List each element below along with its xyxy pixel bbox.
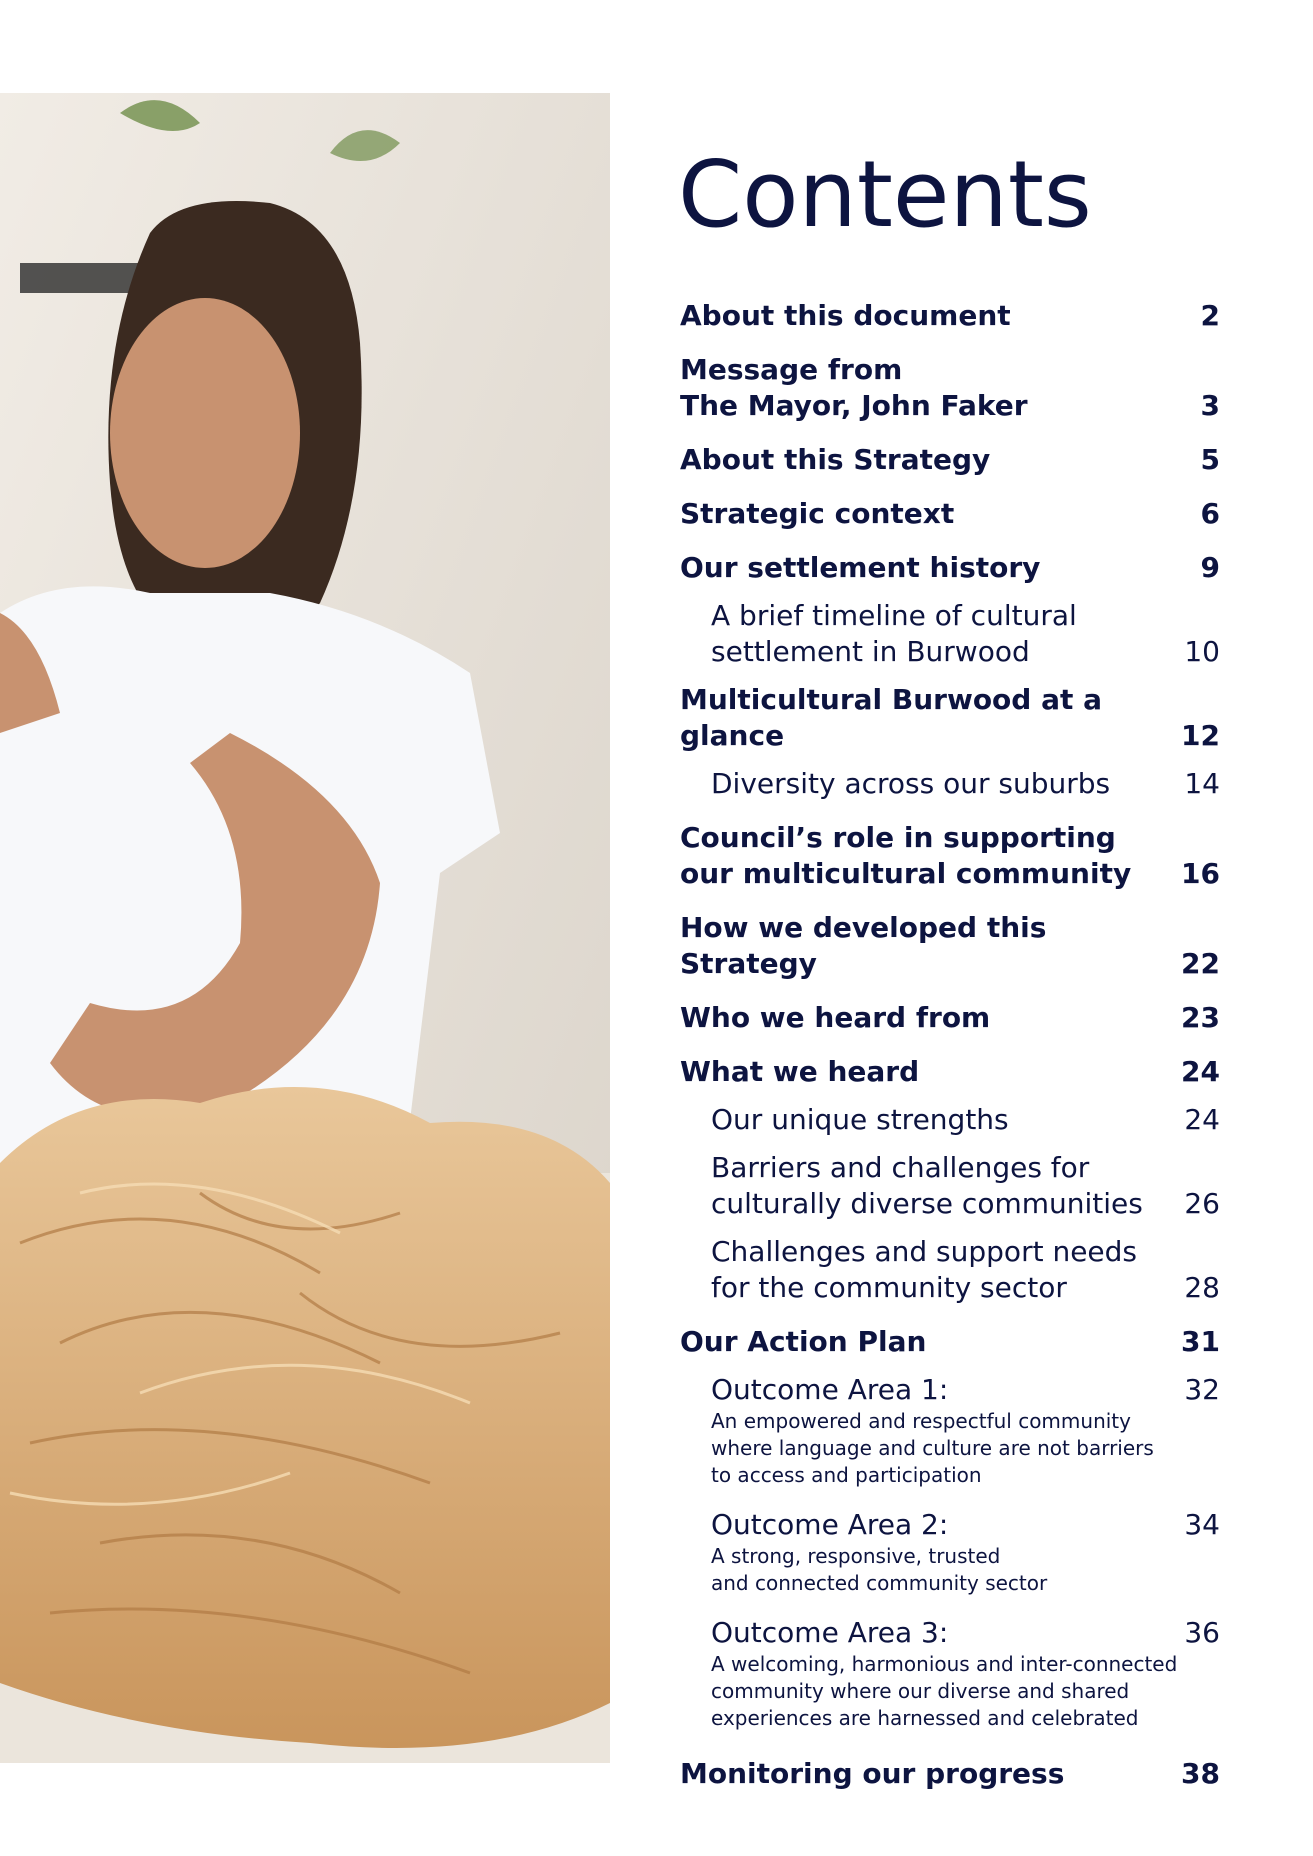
toc-page-number: 10 (1184, 635, 1220, 668)
toc-subentry-diversity[interactable] (680, 766, 1220, 802)
outcome-description-line: and connected community sector (711, 1571, 1048, 1595)
toc-page-number: 22 (1181, 947, 1220, 980)
toc-entry-monitoring[interactable] (680, 1756, 1220, 1792)
toc-entry-title: What we heard (680, 1055, 920, 1088)
toc-subentry-timeline[interactable] (680, 598, 1220, 670)
outcome-description-line: community where our diverse and shared (711, 1679, 1130, 1703)
toc-entry-what-heard[interactable] (680, 1054, 1220, 1090)
toc-subentry-title-line2: culturally diverse communities (711, 1187, 1143, 1220)
toc-entry-action-plan[interactable] (680, 1324, 1220, 1360)
toc-page-number: 28 (1184, 1271, 1220, 1304)
toc-subentry-title: Challenges and support needs (711, 1235, 1138, 1268)
toc-subentry-strengths[interactable] (680, 1102, 1220, 1138)
outcome-description-line: A welcoming, harmonious and inter-connected (711, 1652, 1178, 1676)
toc-subentry-title-line2: settlement in Burwood (711, 635, 1030, 668)
toc-entry-title: About this document (680, 299, 1011, 332)
toc-subentry-title-line2: for the community sector (711, 1271, 1067, 1304)
toc-subentry-outcome-1[interactable] (680, 1372, 1220, 1489)
outcome-description (711, 1543, 1181, 1597)
toc-entry-title: Our settlement history (680, 551, 1041, 584)
toc-page-number: 36 (1184, 1616, 1220, 1649)
toc-subentry-outcome-2[interactable] (680, 1507, 1220, 1597)
toc-entry-title: Who we heard from (680, 1001, 991, 1034)
toc-page-number: 31 (1181, 1325, 1220, 1358)
toc-entry-title: Strategic context (680, 497, 955, 530)
toc-subentry-title: Barriers and challenges for (711, 1151, 1090, 1184)
toc-subentry-support-needs[interactable] (680, 1234, 1220, 1306)
toc-subentry-title: Diversity across our suburbs (711, 767, 1111, 800)
toc-entry-title: How we developed this Strategy (680, 911, 1047, 980)
toc-entry-at-a-glance[interactable] (680, 682, 1220, 754)
outcome-description-line: where language and culture are not barriers (711, 1436, 1154, 1460)
outcome-description-line: A strong, responsive, trusted (711, 1544, 1001, 1568)
toc-entry-title: Monitoring our progress (680, 1757, 1065, 1790)
outcome-description-line: to access and participation (711, 1463, 982, 1487)
toc-entry-about-document[interactable] (680, 298, 1220, 334)
toc-entry-how-developed[interactable] (680, 910, 1220, 982)
toc-entry-title-line2: The Mayor, John Faker (680, 389, 1028, 422)
toc-page-number: 5 (1200, 443, 1220, 476)
toc-page-number: 16 (1181, 857, 1220, 890)
toc-subentry-title: Our unique strengths (711, 1103, 1009, 1136)
toc-subentry-title: Outcome Area 3: (711, 1616, 949, 1649)
toc-entry-title: Message from (680, 353, 903, 386)
toc-page-number: 26 (1184, 1187, 1220, 1220)
toc-entry-council-role[interactable] (680, 820, 1220, 892)
toc-entry-settlement-history[interactable] (680, 550, 1220, 586)
toc-entry-title: Council’s role in supporting (680, 821, 1116, 854)
outcome-description (711, 1408, 1181, 1489)
outcome-description-line: experiences are harnessed and celebrated (711, 1706, 1139, 1730)
toc-page-number: 23 (1181, 1001, 1220, 1034)
toc-subentry-title: Outcome Area 1: (711, 1373, 949, 1406)
toc-entry-title: About this Strategy (680, 443, 991, 476)
toc-entry-title: Our Action Plan (680, 1325, 927, 1358)
toc-page-number: 14 (1184, 767, 1220, 800)
toc-page-number: 32 (1184, 1373, 1220, 1406)
toc-page-number: 24 (1181, 1055, 1220, 1088)
toc-entry-about-strategy[interactable] (680, 442, 1220, 478)
toc-entry-who-heard[interactable] (680, 1000, 1220, 1036)
table-of-contents (680, 140, 1220, 1810)
toc-page-number: 38 (1181, 1757, 1220, 1790)
toc-page-number: 2 (1200, 299, 1220, 332)
toc-entry-mayor-message[interactable] (680, 352, 1220, 424)
toc-page-number: 3 (1200, 389, 1220, 422)
page-title: Contents (678, 141, 1092, 248)
toc-subentry-title: Outcome Area 2: (711, 1508, 949, 1541)
outcome-description-line: An empowered and respectful community (711, 1409, 1131, 1433)
toc-page-number: 6 (1200, 497, 1220, 530)
toc-entry-strategic-context[interactable] (680, 496, 1220, 532)
toc-entry-title: Multicultural Burwood at a glance (680, 683, 1103, 752)
toc-subentry-outcome-3[interactable] (680, 1615, 1220, 1732)
outcome-description (711, 1651, 1181, 1732)
toc-subentry-barriers[interactable] (680, 1150, 1220, 1222)
cover-photo (0, 93, 610, 1763)
toc-subentry-title: A brief timeline of cultural (711, 599, 1077, 632)
toc-entry-title-line2: our multicultural community (680, 857, 1132, 890)
toc-page-number: 24 (1184, 1103, 1220, 1136)
toc-page-number: 34 (1184, 1508, 1220, 1541)
toc-page-number: 9 (1200, 551, 1220, 584)
toc-page-number: 12 (1181, 719, 1220, 752)
